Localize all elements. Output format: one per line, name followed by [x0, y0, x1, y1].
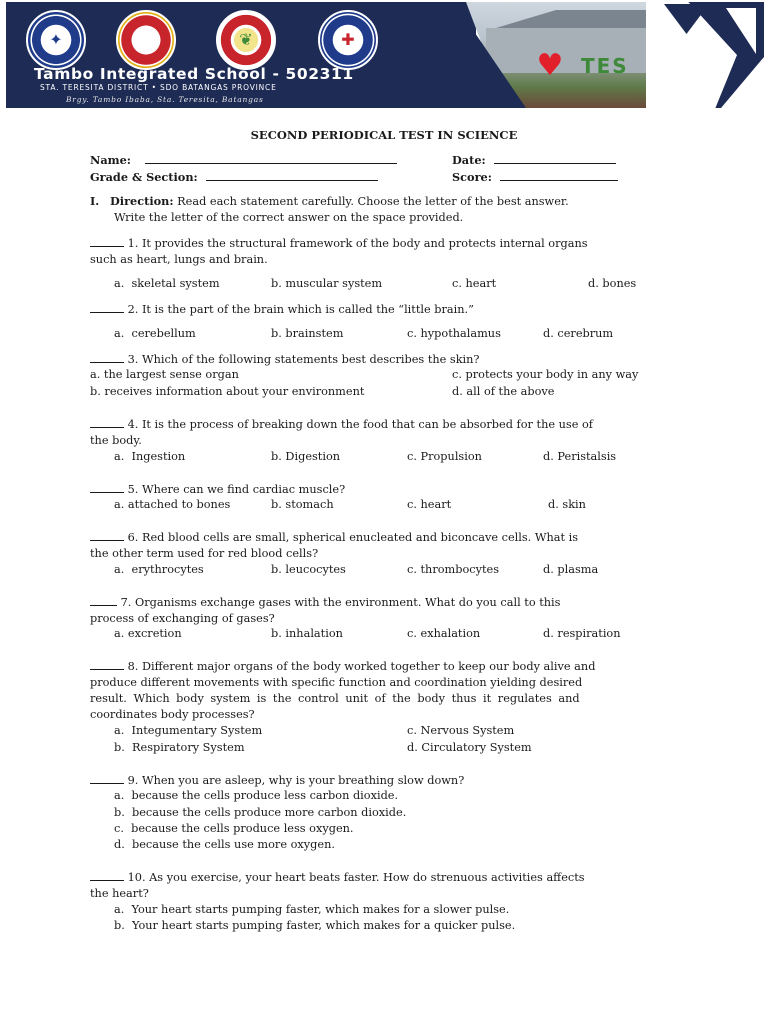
- choice-9c[interactable]: c. because the cells produce less oxygen.: [114, 822, 354, 835]
- question-1-stem-line-2: such as heart, lungs and brain.: [90, 253, 268, 266]
- answer-blank-5[interactable]: [90, 481, 124, 493]
- question-4-stem-line-2: the body.: [90, 434, 142, 447]
- choice-4c[interactable]: c. Propulsion: [407, 450, 482, 463]
- question-8: [90, 658, 676, 723]
- choice-9b[interactable]: b. because the cells produce more carbon dioxide.: [114, 806, 407, 819]
- question-3-stem: 3. Which of the following statements best describes the skin?: [124, 353, 480, 366]
- choice-5a[interactable]: a. attached to bones: [114, 498, 231, 511]
- answer-blank-2[interactable]: [90, 301, 124, 313]
- question-6: [90, 529, 676, 562]
- photo-sign-letters: TES: [581, 54, 629, 78]
- question-7-stem-line-1: [90, 594, 676, 611]
- choice-8a[interactable]: a. Integumentary System: [114, 724, 263, 737]
- answer-blank-10[interactable]: [90, 869, 124, 881]
- name-field: [90, 152, 397, 168]
- choice-5b[interactable]: b. stomach: [271, 498, 334, 511]
- deped-seal-icon: ✦: [26, 10, 86, 70]
- choice-5d[interactable]: d. skin: [548, 498, 586, 511]
- choice-10a[interactable]: a. Your heart starts pumping faster, which makes for a slower pulse.: [114, 903, 510, 916]
- question-6-stem-text: 6. Red blood cells are small, spherical enucleated and biconcave cells. What is: [124, 531, 579, 544]
- question-10-stem-line-1: [90, 869, 676, 886]
- choice-1d[interactable]: d. bones: [588, 277, 637, 290]
- question-8-stem-line-4: coordinates body processes?: [90, 708, 255, 721]
- choice-7d[interactable]: d. respiration: [543, 627, 621, 640]
- direction-label: Direction:: [110, 194, 174, 208]
- question-7-stem-text: 7. Organisms exchange gases with the environment. What do you call to this: [117, 596, 561, 609]
- answer-blank-8[interactable]: [90, 658, 124, 670]
- question-8-stem-line-1: [90, 658, 676, 675]
- choice-6d[interactable]: d. plasma: [543, 563, 599, 576]
- grade-section-field: [90, 169, 378, 185]
- choice-6b[interactable]: b. leucocytes: [271, 563, 346, 576]
- question-10-stem-line-2: the heart?: [90, 887, 149, 900]
- date-blank[interactable]: [494, 152, 616, 164]
- direction-line-2: Write the letter of the correct answer on the space provided.: [114, 211, 464, 224]
- question-5: [90, 481, 345, 498]
- answer-blank-4[interactable]: [90, 416, 124, 428]
- question-1: [90, 235, 676, 268]
- district-seal-icon: ❦: [216, 10, 276, 70]
- choice-8d[interactable]: d. Circulatory System: [407, 741, 532, 754]
- choice-10b[interactable]: b. Your heart starts pumping faster, which makes for a quicker pulse.: [114, 919, 516, 932]
- question-10: [90, 869, 676, 902]
- direction-text-1: Read each statement carefully. Choose the letter of the best answer.: [173, 195, 569, 208]
- address-line: Brgy. Tambo Ibaba, Sta. Teresita, Batangas: [66, 95, 264, 104]
- date-field: [452, 152, 616, 168]
- question-7: [90, 594, 676, 627]
- question-4-stem-line-1: [90, 416, 676, 433]
- school-name: Tambo Integrated School - 502311: [34, 65, 354, 83]
- question-3: [90, 351, 480, 368]
- choice-2b[interactable]: b. brainstem: [271, 327, 344, 340]
- name-label: Name:: [90, 153, 131, 167]
- question-9-stem: 9. When you are asleep, why is your breathing slow down?: [124, 774, 465, 787]
- school-seal-icon: ✚: [318, 10, 378, 70]
- direction-number: I.: [90, 194, 100, 208]
- choice-7c[interactable]: c. exhalation: [407, 627, 481, 640]
- question-7-stem-line-2: process of exchanging of gases?: [90, 612, 275, 625]
- question-8-stem-line-3: result. Which body system is the control unit of the body thus it regulates and: [90, 692, 580, 705]
- choice-7b[interactable]: b. inhalation: [271, 627, 343, 640]
- choice-8c[interactable]: c. Nervous System: [407, 724, 515, 737]
- question-1-stem-line-1: [90, 235, 676, 252]
- question-9: [90, 772, 464, 789]
- choice-6a[interactable]: a. erythrocytes: [114, 563, 204, 576]
- question-4-stem-text: 4. It is the process of breaking down the food that can be absorbed for the use of: [124, 418, 593, 431]
- choice-4d[interactable]: d. Peristalsis: [543, 450, 617, 463]
- score-blank[interactable]: [500, 169, 618, 181]
- question-2: [90, 301, 474, 318]
- choice-3d[interactable]: d. all of the above: [452, 385, 555, 398]
- score-field: [452, 169, 618, 185]
- choice-2a[interactable]: a. cerebellum: [114, 327, 196, 340]
- question-4: [90, 416, 676, 449]
- choice-9d[interactable]: d. because the cells use more oxygen.: [114, 838, 335, 851]
- choice-5c[interactable]: c. heart: [407, 498, 452, 511]
- choice-2c[interactable]: c. hypothalamus: [407, 327, 501, 340]
- heart-icon: ♥: [536, 48, 564, 83]
- division-seal-icon: ✪: [116, 10, 176, 70]
- question-8-stem-text: 8. Different major organs of the body worked together to keep our body alive and: [124, 660, 596, 673]
- question-6-stem-line-2: the other term used for red blood cells?: [90, 547, 319, 560]
- question-2-stem: 2. It is the part of the brain which is called the “little brain.”: [124, 303, 474, 316]
- choice-7a[interactable]: a. excretion: [114, 627, 182, 640]
- choice-3b[interactable]: b. receives information about your environment: [90, 385, 365, 398]
- choice-4b[interactable]: b. Digestion: [271, 450, 341, 463]
- choice-2d[interactable]: d. cerebrum: [543, 327, 614, 340]
- question-10-stem-text: 10. As you exercise, your heart beats faster. How do strenuous activities affects: [124, 871, 585, 884]
- answer-blank-3[interactable]: [90, 351, 124, 363]
- grade-section-label: Grade & Section:: [90, 170, 198, 184]
- choice-4a[interactable]: a. Ingestion: [114, 450, 186, 463]
- choice-1b[interactable]: b. muscular system: [271, 277, 383, 290]
- choice-6c[interactable]: c. thrombocytes: [407, 563, 500, 576]
- answer-blank-1[interactable]: [90, 235, 124, 247]
- answer-blank-9[interactable]: [90, 772, 124, 784]
- question-6-stem-line-1: [90, 529, 676, 546]
- score-label: Score:: [452, 170, 492, 184]
- question-8-stem-line-2: produce different movements with specific function and coordination yielding desired: [90, 676, 583, 689]
- choice-1a[interactable]: a. skeletal system: [114, 277, 220, 290]
- grade-section-blank[interactable]: [206, 169, 378, 181]
- answer-blank-7[interactable]: [90, 594, 117, 606]
- test-title: SECOND PERIODICAL TEST IN SCIENCE: [250, 128, 518, 142]
- choice-9a[interactable]: a. because the cells produce less carbon dioxide.: [114, 789, 399, 802]
- name-blank[interactable]: [145, 152, 397, 164]
- answer-blank-6[interactable]: [90, 529, 124, 541]
- choice-3a[interactable]: a. the largest sense organ: [90, 368, 239, 381]
- choice-3c[interactable]: c. protects your body in any way: [452, 368, 639, 381]
- district-line: STA. TERESITA DISTRICT • SDO BATANGAS PROVINCE: [40, 83, 277, 92]
- direction-line-1: [90, 193, 569, 210]
- choice-8b[interactable]: b. Respiratory System: [114, 741, 245, 754]
- choice-1c[interactable]: c. heart: [452, 277, 497, 290]
- question-1-stem-text: 1. It provides the structural framework of the body and protects internal organs: [124, 237, 588, 250]
- question-5-stem: 5. Where can we find cardiac muscle?: [124, 483, 346, 496]
- date-label: Date:: [452, 153, 486, 167]
